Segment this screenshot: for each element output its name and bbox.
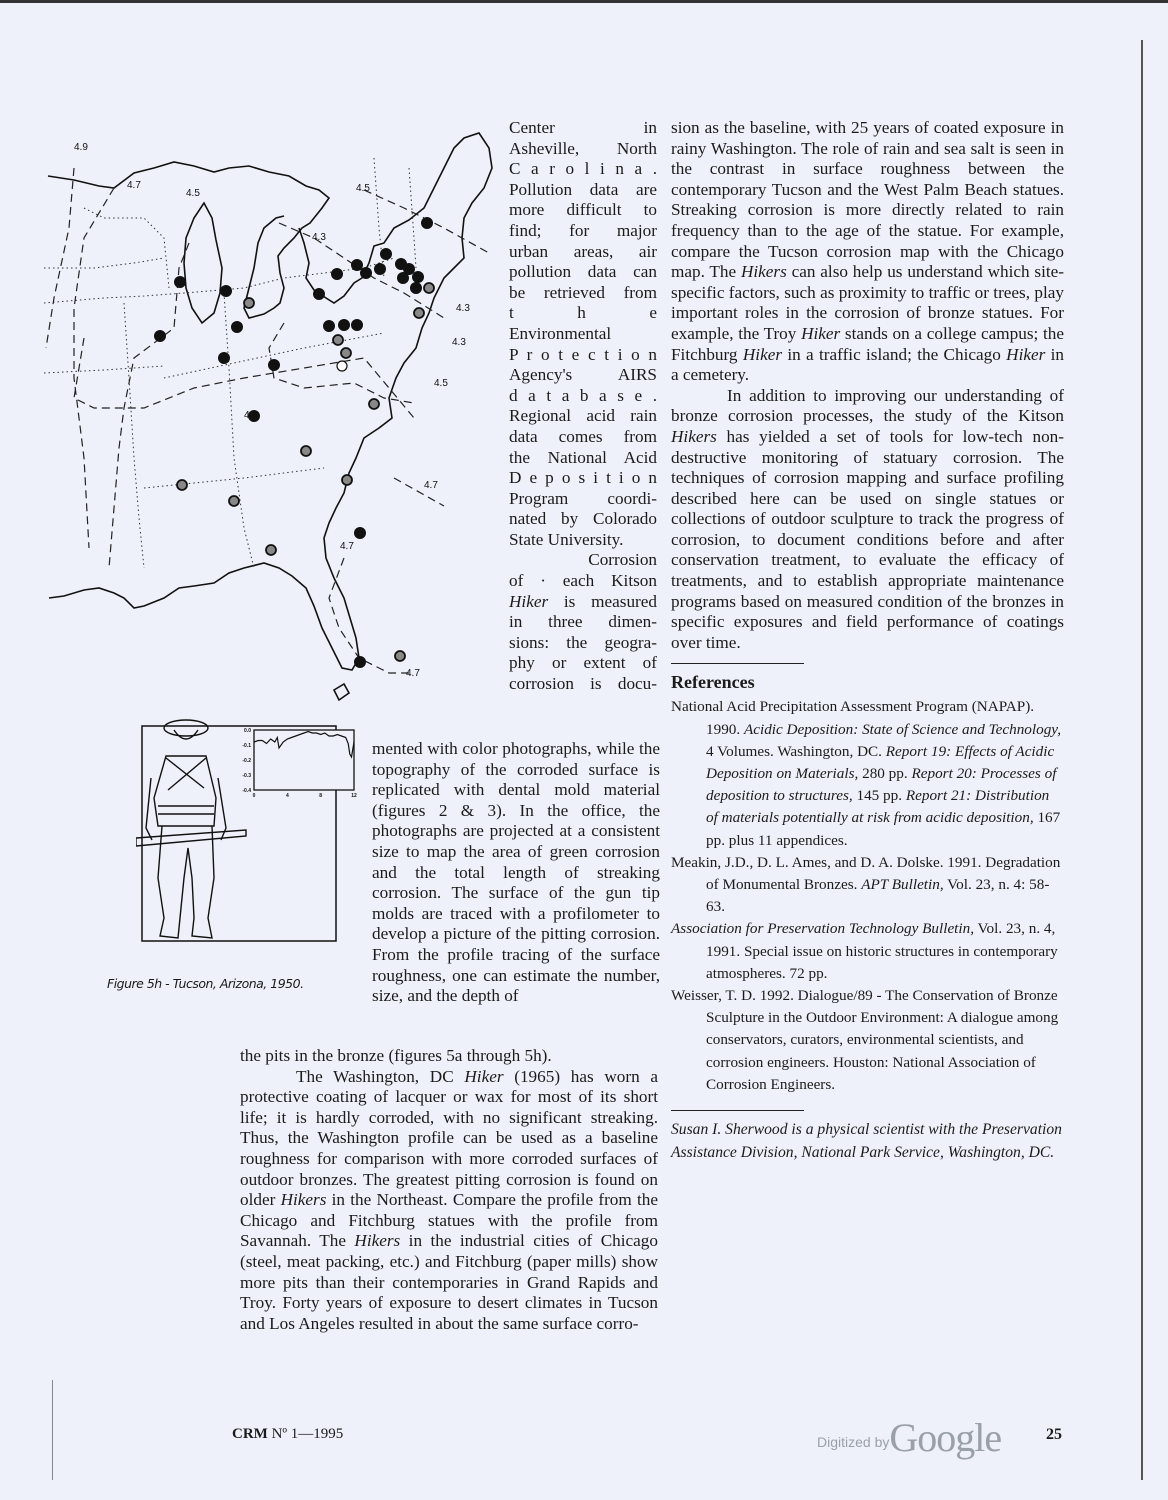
y-tick-label: -0.2 xyxy=(242,758,251,764)
text-line: Hiker is measured xyxy=(509,591,657,611)
reference-item: Association for Preservation Technology Bulletin, Vol. 23, n. 4, 1991. Special issue on historic structures in contemporary atmospheres. 72 pp. xyxy=(671,920,1058,982)
references-heading: References xyxy=(671,672,755,693)
profile-chart xyxy=(242,728,357,799)
references-list xyxy=(671,696,1064,1096)
isolines xyxy=(46,168,489,673)
state-borders xyxy=(44,158,416,568)
section-divider xyxy=(671,663,804,664)
figure-caption: Figure 5h - Tucson, Arizona, 1950. xyxy=(107,976,304,991)
isoline-label: 4.3 xyxy=(456,303,470,314)
text-line: the National Acid xyxy=(509,447,657,467)
text-line: D e p o s i t i o n xyxy=(509,468,657,488)
plot-area xyxy=(254,730,354,790)
column-middle-text xyxy=(372,739,660,1007)
paragraph: In addition to improving our understanding of bronze corrosion processes, the study of the Kitson Hikers has yielded a set of tools for low-tech non-destructive monitoring of statuary corrosion. The techniques of corrosion mapping and surface profiling described here can be used on single statues or collections of outdoor sculpture to track the progress of corrosion, to document conditions before and after conservation treatment, to evaluate the efficacy of treatments, and to establish appropriate maintenance programs based on measured condition of the bronzes in specific exposures and field performance of coatings over time. xyxy=(671,385,1064,652)
text-line: Agency's AIRS xyxy=(509,365,657,385)
acid-rain-map xyxy=(44,128,494,718)
text-line: of · each Kitson xyxy=(509,571,657,591)
x-tick-label: 4 xyxy=(285,793,289,799)
text-line: Program coordi- xyxy=(509,488,657,508)
reference-item: Meakin, J.D., D. L. Ames, and D. A. Dolske. 1991. Degradation of Monumental Bronzes. APT Bulletin, Vol. 23, n. 4: 58-63. xyxy=(671,853,1061,916)
column-bottom-text xyxy=(240,1046,659,1334)
text-line: Pollution data are xyxy=(509,179,657,199)
text-line: sions: the geogra- xyxy=(509,632,657,652)
text-line: Regional acid rain xyxy=(509,406,657,426)
journal-name: CRM xyxy=(232,1426,268,1442)
section-divider xyxy=(671,1110,804,1111)
hiker-figure xyxy=(136,718,361,958)
text-line: d a t a b a s e . xyxy=(509,385,657,405)
text-line: Corrosion xyxy=(588,550,657,570)
site-markers xyxy=(154,217,433,668)
text-line: Asheville, North xyxy=(509,138,657,158)
isoline-label: 4.5 xyxy=(434,378,448,389)
x-tick-label: 0 xyxy=(252,793,256,799)
text-line: Center in xyxy=(509,118,657,137)
site-marker-solid xyxy=(174,276,186,288)
hiker-illustration xyxy=(136,720,246,938)
paragraph: the pits in the bronze (figures 5a through 5h). xyxy=(240,1046,552,1065)
text-line: pollution data can xyxy=(509,262,657,282)
isoline-label: 4.9 xyxy=(74,142,88,153)
author-bio: Susan I. Sherwood is a physical scientist with the Preservation Assistance Division, National Park Service, Washington, DC. xyxy=(671,1121,1062,1161)
text-line: t h e xyxy=(509,303,657,323)
text-line: urban areas, air xyxy=(509,241,657,261)
text-line: phy or extent of xyxy=(509,653,657,673)
issue-number: Nº 1—1995 xyxy=(271,1426,344,1442)
isoline-label: 4.7 xyxy=(424,480,438,491)
scan-top-edge xyxy=(0,0,1168,3)
reference-item: Weisser, T. D. 1992. Dialogue/89 - The Conservation of Bronze Sculpture in the Outdoor Environment: A dialogue among conservators, curators, environmental scientists, and corrosion engineers. Houston: National Association of Corrosion Engineers. xyxy=(671,987,1059,1093)
paragraph: mented with color photographs, while the topography of the corroded surface is replicated with dental mold material (figures 2 & 3). In the office, the photographs are projected at a consistent size to map the area of green corrosion and the total length of streaking corrosion. The surface of the gun tip molds are traced with a profilometer to develop a picture of the pitting corrosion. From the profile tracing of the surface roughness, one can estimate the number, size, and the depth of xyxy=(372,739,660,1006)
text-line: Environmental xyxy=(509,323,612,343)
text-line: find; for major xyxy=(509,220,657,240)
site-marker-open xyxy=(337,361,347,371)
text-line: C a r o l i n a . xyxy=(509,159,657,179)
column-narrow xyxy=(509,118,657,695)
text-line: P r o t e c t i o n xyxy=(509,344,657,364)
x-tick-label: 12 xyxy=(351,793,357,799)
paragraph: The Washington, DC Hiker (1965) has worn a protective coating of lacquer or wax for most of its short life; it is hardly corroded, with no significant streaking. Thus, the Washington profile can be used as a baseline roughness for comparison with more corroded surfaces of outdoor bronzes. The greatest pitting corrosion is found on older Hikers in the Northeast. Compare the profile from the Chicago and Fitchburg statues with the profile from Savannah. The Hikers in the industrial cities of Chicago (steel, meat packing, etc.) and Fitchburg (paper mills) show more pits than their contemporaries in Grand Rapids and Troy. Forty years of exposure to desert climates in Tucson and Los Angeles resulted in about the same surface corro- xyxy=(240,1066,659,1333)
isoline-label: 4.3 xyxy=(244,410,258,421)
isoline-label: 4.7 xyxy=(340,541,354,552)
isoline-label: 4.5 xyxy=(186,188,200,199)
page-edge-line xyxy=(1141,40,1143,1480)
isoline-label: 4.5 xyxy=(356,183,370,194)
y-tick-label: -0.4 xyxy=(242,788,251,794)
isoline-label: 4.3 xyxy=(312,232,326,243)
column-right xyxy=(671,118,1064,1164)
page-edge-line-left xyxy=(52,1380,53,1480)
site-markers-hatched xyxy=(177,283,434,661)
site-marker-solid xyxy=(354,527,366,539)
text-line: corrosion is docu- xyxy=(509,674,657,694)
text-line: be retrieved from xyxy=(509,282,657,302)
x-tick-label: 8 xyxy=(319,793,323,799)
isoline-labels xyxy=(74,142,470,679)
page-number: 25 xyxy=(1046,1426,1062,1443)
text-line: more difficult to xyxy=(509,200,657,220)
isoline-label: 4.3 xyxy=(452,337,466,348)
reference-item: National Acid Precipitation Assessment Program (NAPAP). 1990. Acidic Deposition: State of Science and Technology, 4 Volumes. Washington, DC. Report 19: Effects of Acidic Deposition on Materials, 280 pp. Report 20: Processes of deposition to structures, 145 pp. Report 21: Distribution of materials potentially at risk from acidic deposition, 167 pp. plus 11 appendices. xyxy=(671,698,1062,849)
y-tick-label: -0.1 xyxy=(242,743,251,749)
journal-issue xyxy=(232,1426,343,1443)
isoline-label: 4.7 xyxy=(406,668,420,679)
paragraph: sion as the baseline, with 25 years of coated exposure in rainy Washington. The role of rain and sea salt is seen in the contrast in surface roughness between the contemporary Tucson and the West Palm Beach statues. Streaking corrosion is more directly related to rain frequency than to the age of the statue. For example, compare the Tucson corrosion map with the Chicago map. The Hikers can also help us understand which site-specific factors, such as proximity to traffic or trees, play important roles in the corrosion of bronze statues. For example, the Troy Hiker stands on a college campus; the Fitchburg Hiker in a traffic island; the Chicago Hiker in a cemetery. xyxy=(671,118,1065,385)
text-line: in three dimen- xyxy=(509,612,657,632)
y-tick-label: -0.3 xyxy=(242,773,251,779)
isoline-label: 4.7 xyxy=(127,180,141,191)
y-tick-label: 0.0 xyxy=(244,728,251,734)
text-line: data comes from xyxy=(509,426,657,446)
text-line: State University. xyxy=(509,529,624,549)
digitized-watermark: Digitized byGoogle xyxy=(817,1415,1002,1460)
text-line: nated by Colorado xyxy=(509,509,657,529)
google-logo: Google xyxy=(889,1415,1002,1460)
